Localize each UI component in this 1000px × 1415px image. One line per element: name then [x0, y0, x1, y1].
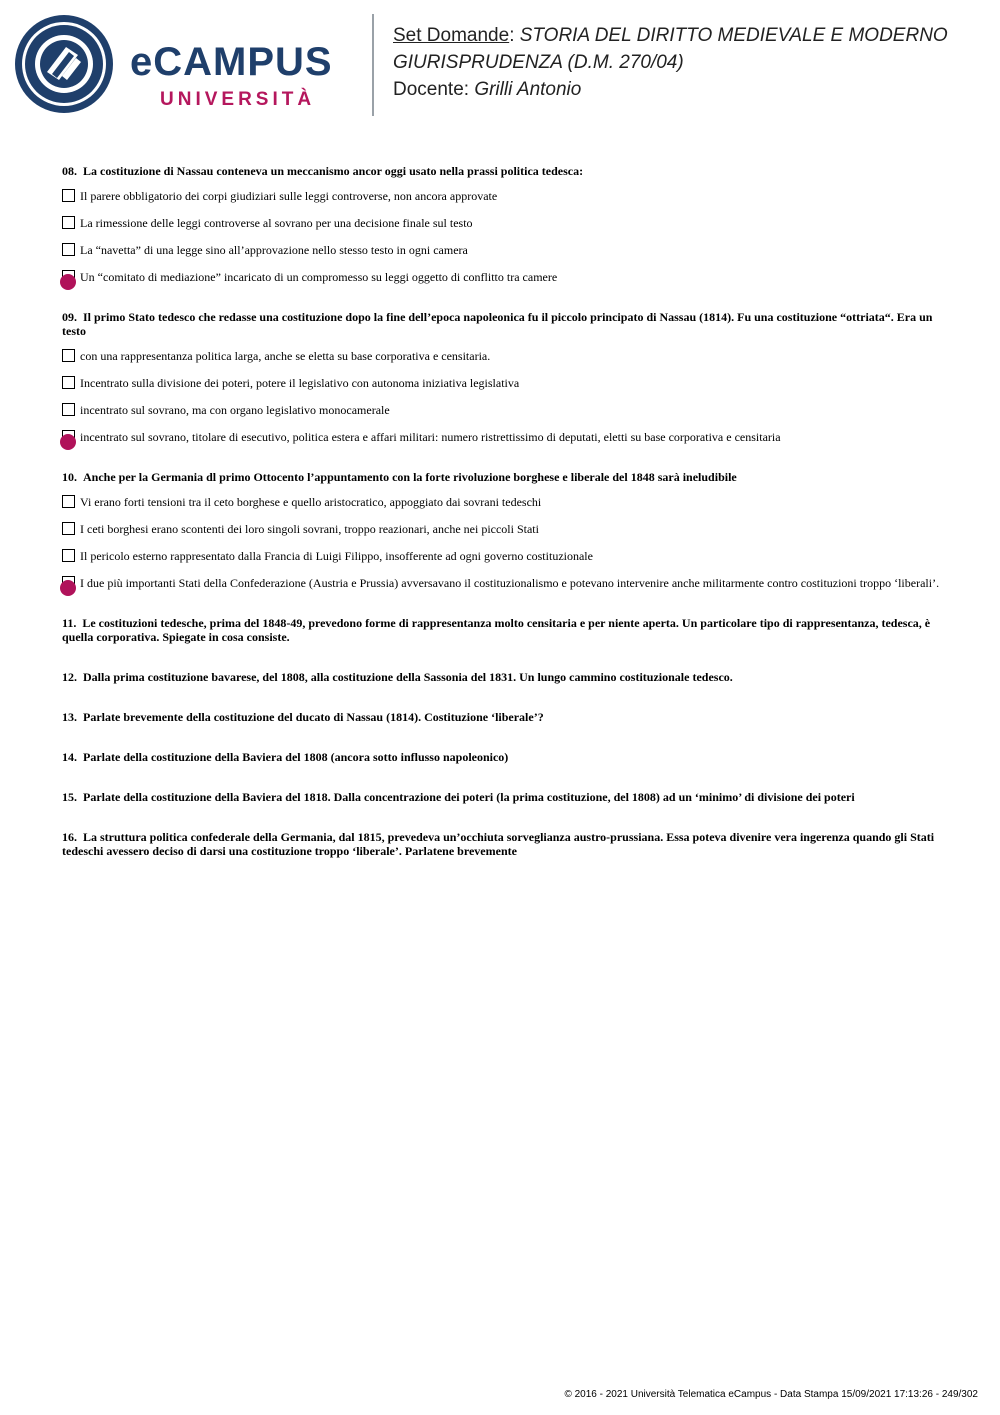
answer-text: incentrato sul sovrano, titolare di esecutivo, politica estera e affari militari: numero ristrettissimo di deputati, eletti su base corporativa e censitaria — [80, 430, 781, 444]
header-info — [393, 22, 948, 103]
answer-text: I ceti borghesi erano scontenti dei loro singoli sovrani, troppo reazionari, anche nei piccoli Stati — [80, 522, 539, 536]
brand-subtitle: UNIVERSITÀ — [160, 89, 316, 110]
checkbox[interactable] — [62, 376, 75, 389]
question-number: 11. — [62, 616, 77, 630]
checkbox[interactable] — [62, 189, 75, 202]
question-number: 08. — [62, 164, 77, 178]
question-text: Parlate della costituzione della Baviera del 1808 (ancora sotto influsso napoleonico) — [83, 750, 509, 764]
checkbox[interactable] — [62, 349, 75, 362]
set-separator: : — [509, 25, 520, 46]
teacher-line — [393, 76, 948, 103]
answer-option[interactable] — [62, 549, 942, 563]
answer-text: I due più importanti Stati della Confederazione (Austria e Prussia) avversavano il costituzionalismo e potevano intervenire anche militarmente contro costituzioni troppo ‘liberali’. — [80, 576, 940, 590]
question-number: 12. — [62, 670, 77, 684]
answer-option-correct[interactable] — [62, 576, 942, 590]
answer-text: Incentrato sulla divisione dei poteri, potere il legislativo con autonoma iniziativa legislativa — [80, 376, 520, 390]
answer-option[interactable] — [62, 243, 942, 257]
header-divider — [372, 14, 374, 116]
answer-text: Vi erano forti tensioni tra il ceto borghese e quello aristocratico, appoggiato dai sovrani tedeschi — [80, 495, 542, 509]
question-title — [62, 470, 942, 484]
question-14 — [62, 750, 942, 764]
question-16 — [62, 830, 942, 858]
answer-text: Il pericolo esterno rappresentato dalla Francia di Luigi Filippo, insofferente ad ogni governo costituzionale — [80, 549, 593, 563]
question-13 — [62, 710, 942, 724]
question-text: La costituzione di Nassau conteneva un meccanismo ancor oggi usato nella prassi politica tedesca: — [83, 164, 584, 178]
question-text: Parlate della costituzione della Baviera del 1818. Dalla concentrazione dei poteri (la prima costituzione, del 1808) ad un ‘minimo’ di divisione dei poteri — [83, 790, 855, 804]
question-text: Anche per la Germania dl primo Ottocento l’appuntamento con la forte rivoluzione borghese e liberale del 1848 sarà ineludibile — [83, 470, 737, 484]
answer-option[interactable] — [62, 376, 942, 390]
teacher-label: Docente: — [393, 79, 475, 100]
questions-list — [62, 164, 942, 884]
question-number: 13. — [62, 710, 77, 724]
checkbox[interactable] — [62, 495, 75, 508]
answer-text: Il parere obbligatorio dei corpi giudiziari sulle leggi controverse, non ancora approvate — [80, 189, 498, 203]
question-text: Parlate brevemente della costituzione del ducato di Nassau (1814). Costituzione ‘liberale’? — [83, 710, 544, 724]
answer-option[interactable] — [62, 522, 942, 536]
question-08 — [62, 164, 942, 284]
question-text: Le costituzioni tedesche, prima del 1848-49, prevedono forme di rappresentanza molto censitaria e per niente aperta. Un particolare tipo di rappresentanza, tedesca, è quella corporativa. Spiegate in cosa consiste. — [62, 616, 931, 644]
answer-option[interactable] — [62, 349, 942, 363]
question-09 — [62, 310, 942, 444]
ecampus-logo-seal — [14, 14, 114, 114]
question-text: La struttura politica confederale della Germania, dal 1815, prevedeva un’occhiuta sorveglianza austro-prussiana. Essa poteva divenire vera ingerenza quando gli Stati tedeschi avessero deciso di darsi una costituzione troppo ‘liberale’. Parlatene brevemente — [62, 830, 935, 858]
answer-text: La “navetta” di una legge sino all’approvazione nello stesso testo in ogni camera — [80, 243, 468, 257]
course-degree: GIURISPRUDENZA (D.M. 270/04) — [393, 52, 684, 73]
checkbox[interactable] — [62, 243, 75, 256]
answer-text: La rimessione delle leggi controverse al sovrano per una decisione finale sul testo — [80, 216, 473, 230]
question-text: Il primo Stato tedesco che redasse una costituzione dopo la fine dell’epoca napoleonica fu il piccolo principato di Nassau (1814). Fu una costituzione “ottriata“. Era un testo — [62, 310, 933, 338]
brand-name: eCAMPUS — [130, 40, 333, 84]
checkbox[interactable] — [62, 549, 75, 562]
answer-option[interactable] — [62, 189, 942, 203]
course-title: STORIA DEL DIRITTO MEDIEVALE E MODERNO — [519, 25, 948, 46]
question-title — [62, 164, 942, 178]
answer-option[interactable] — [62, 495, 942, 509]
answer-option[interactable] — [62, 216, 942, 230]
question-number: 09. — [62, 310, 77, 324]
question-10 — [62, 470, 942, 590]
checkbox[interactable] — [62, 216, 75, 229]
answer-option-correct[interactable] — [62, 270, 942, 284]
question-number: 15. — [62, 790, 77, 804]
question-11 — [62, 616, 942, 644]
checkbox[interactable] — [62, 522, 75, 535]
answer-text: incentrato sul sovrano, ma con organo legislativo monocamerale — [80, 403, 390, 417]
question-number: 10. — [62, 470, 77, 484]
answer-text: Un “comitato di mediazione” incaricato di un compromesso su leggi oggetto di conflitto tra camere — [80, 270, 558, 284]
question-12 — [62, 670, 942, 684]
teacher-name: Grilli Antonio — [474, 79, 582, 100]
page-footer: © 2016 - 2021 Università Telematica eCampus - Data Stampa 15/09/2021 17:13:26 - 249/302 — [564, 1389, 978, 1400]
question-title — [62, 310, 942, 338]
answer-option[interactable] — [62, 403, 942, 417]
answer-text: con una rappresentanza politica larga, anche se eletta su base corporativa e censitaria. — [80, 349, 491, 363]
question-number: 14. — [62, 750, 77, 764]
course-line-1 — [393, 22, 948, 49]
question-15 — [62, 790, 942, 804]
question-number: 16. — [62, 830, 77, 844]
correct-answer-marker-icon — [60, 274, 76, 290]
set-domande-label: Set Domande — [393, 25, 510, 46]
question-text: Dalla prima costituzione bavarese, del 1808, alla costituzione della Sassonia del 1831. Un lungo cammino costituzionale tedesco. — [83, 670, 733, 684]
checkbox[interactable] — [62, 403, 75, 416]
correct-answer-marker-icon — [60, 434, 76, 450]
correct-answer-marker-icon — [60, 580, 76, 596]
answer-option-correct[interactable] — [62, 430, 942, 444]
